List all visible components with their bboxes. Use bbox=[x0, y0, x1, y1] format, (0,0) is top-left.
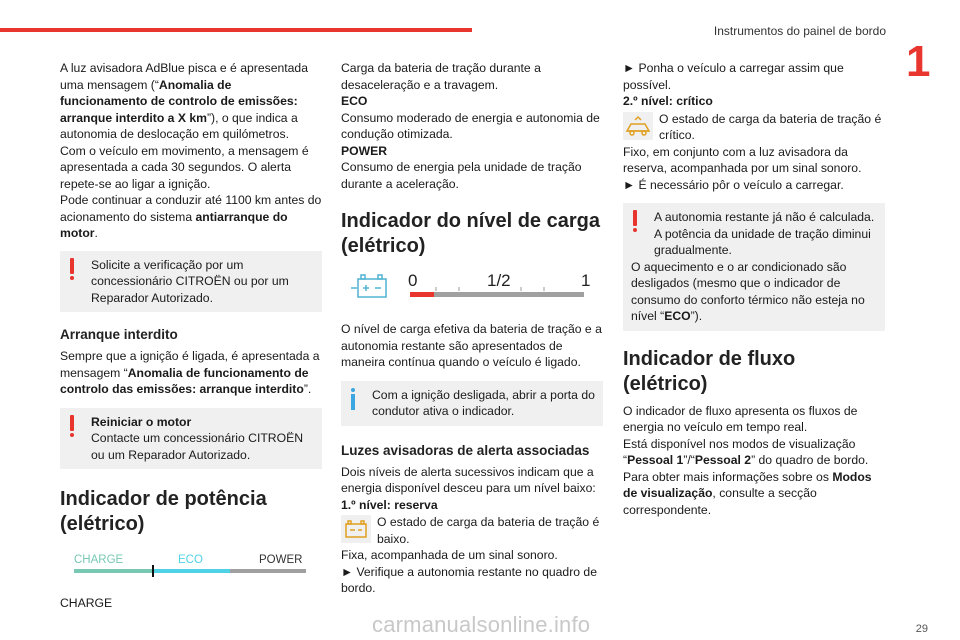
power-title: POWER bbox=[341, 143, 388, 158]
scale-half: 1/2 bbox=[487, 271, 511, 290]
level2-fixed-paragraph: Fixo, em conjunto com a luz avisadora da reserva, acompanhada por um sinal sonoro. bbox=[623, 144, 862, 175]
adblue-paragraph: A luz avisadora AdBlue pisca e é apresentada uma mensagem (“Anomalia de funcionamento de controlo de emissões: arranque interdito a X km”), o que indica a autonomia de deslocação em quilómetros. bbox=[60, 61, 308, 141]
gauge-eco-label: ECO bbox=[178, 554, 203, 566]
exclamation-icon bbox=[70, 258, 74, 280]
gauge-eco-segment bbox=[154, 569, 230, 573]
level1-row: O estado de carga da bateria de tração é baixo. bbox=[341, 514, 603, 547]
check-autonomy-bullet: ► Verifique a autonomia restante no quadro de bordo. bbox=[341, 564, 597, 595]
warning-box-restart: Reiniciar o motor Contacte um concessionário CITROËN ou um Reparador Autorizado. bbox=[60, 408, 322, 470]
charge-track bbox=[410, 292, 584, 297]
eco-title: ECO bbox=[341, 94, 368, 108]
level2-title: 2.º nível: crítico bbox=[623, 94, 713, 108]
gauge-power-label: POWER bbox=[259, 554, 303, 566]
flow-modes-paragraph: Está disponível nos modos de visualização “Pessoal 1”/“Pessoal 2” do quadro de bordo. bbox=[623, 436, 869, 467]
chapter-number: 1 bbox=[906, 37, 931, 86]
must-charge-bullet: ► É necessário pôr o veículo a carregar. bbox=[623, 177, 844, 192]
flow-paragraph: O indicador de fluxo apresenta os fluxos de energia no veículo em tempo real. bbox=[623, 403, 858, 434]
more-info-paragraph: Para obter mais informações sobre os Modos de visualização, consulte a secção correspondente. bbox=[623, 469, 872, 517]
heading-luzes-alerta: Luzes avisadoras de alerta associadas bbox=[341, 442, 590, 458]
continue-paragraph: Pode continuar a conduzir até 1100 km antes do acionamento do sistema antiarranque do motor. bbox=[60, 193, 322, 240]
charge-level-gauge bbox=[341, 267, 603, 307]
charge-level-paragraph: O nível de carga efetiva da bateria de tração e a autonomia restante são apresentados de maneira contínua quando o veículo é ligado. bbox=[341, 322, 602, 369]
watermark: carmanualsonline.info bbox=[372, 612, 591, 637]
gauge-charge-segment bbox=[74, 569, 154, 573]
info-icon bbox=[351, 388, 355, 410]
charge-gauge-graphic bbox=[341, 267, 603, 307]
regen-paragraph: Carga da bateria de tração durante a desaceleração e a travagem. bbox=[341, 61, 541, 92]
charge-asap-bullet: ► Ponha o veículo a carregar assim que possível. bbox=[623, 61, 844, 92]
power-paragraph: Consumo de energia pela unidade de tração durante a aceleração. bbox=[341, 160, 582, 191]
gauge-needle bbox=[152, 565, 154, 577]
warning-box-verification: Solicite a verificação por um concessionário CITROËN ou por um Reparador Autorizado. bbox=[60, 251, 322, 313]
car-critical-icon bbox=[623, 112, 653, 140]
warning-box-autonomy: A autonomia restante já não é calculada. A potência da unidade de tração diminui gradualmente. O aquecimento e o ar condicionado são desligados (mesmo que o indicador de consumo do conforto térmico não esteja no nível “ECO”). bbox=[623, 203, 885, 331]
scale-full: 1 bbox=[581, 271, 591, 290]
gauge-power-segment bbox=[230, 569, 306, 573]
section-header-title: Instrumentos do painel de bordo bbox=[713, 24, 886, 38]
heading-arranque-interdito: Arranque interdito bbox=[60, 327, 178, 342]
heading-indicador-potencia: Indicador de potência (elétrico) bbox=[60, 488, 267, 535]
battery-reserve-icon bbox=[341, 515, 371, 543]
power-gauge-graphic bbox=[60, 549, 310, 585]
level1-signal-paragraph: Fixa, acompanhada de um sinal sonoro. bbox=[341, 548, 558, 562]
heading-indicador-fluxo: Indicador de fluxo (elétrico) bbox=[623, 347, 796, 395]
exclamation-icon bbox=[633, 210, 637, 232]
alert-levels-paragraph: Dois níveis de alerta sucessivos indicam que a energia disponível desceu para um nível baixo: bbox=[341, 464, 596, 495]
column-3 bbox=[623, 60, 885, 518]
moving-paragraph: Com o veículo em movimento, a mensagem é apresentada a cada 30 segundos. O alerta repete-se ao ligar a ignição. bbox=[60, 143, 309, 191]
column-1 bbox=[60, 60, 322, 612]
level1-title: 1.º nível: reserva bbox=[341, 497, 438, 512]
ignition-paragraph: Sempre que a ignição é ligada, é apresentada a mensagem “Anomalia de funcionamento de controlo das emissões: arranque interdito”. bbox=[60, 349, 320, 396]
charge-level-fill bbox=[410, 292, 434, 297]
gauge-charge-label: CHARGE bbox=[74, 554, 124, 566]
charge-heading-text: CHARGE bbox=[60, 596, 113, 610]
power-gauge bbox=[60, 549, 322, 585]
eco-paragraph: Consumo moderado de energia e autonomia de condução otimizada. bbox=[341, 110, 600, 141]
column-2 bbox=[341, 60, 603, 597]
info-box-door: Com a ignição desligada, abrir a porta do condutor ativa o indicador. bbox=[341, 381, 603, 426]
heading-nivel-carga: Indicador do nível de carga (elétrico) bbox=[341, 210, 600, 257]
level2-row: O estado de carga da bateria de tração é crítico. bbox=[623, 111, 885, 144]
page-number: 29 bbox=[915, 623, 928, 635]
scale-zero: 0 bbox=[408, 271, 418, 290]
battery-icon bbox=[351, 275, 386, 297]
exclamation-icon bbox=[70, 415, 74, 437]
header-accent-bar bbox=[0, 28, 472, 32]
